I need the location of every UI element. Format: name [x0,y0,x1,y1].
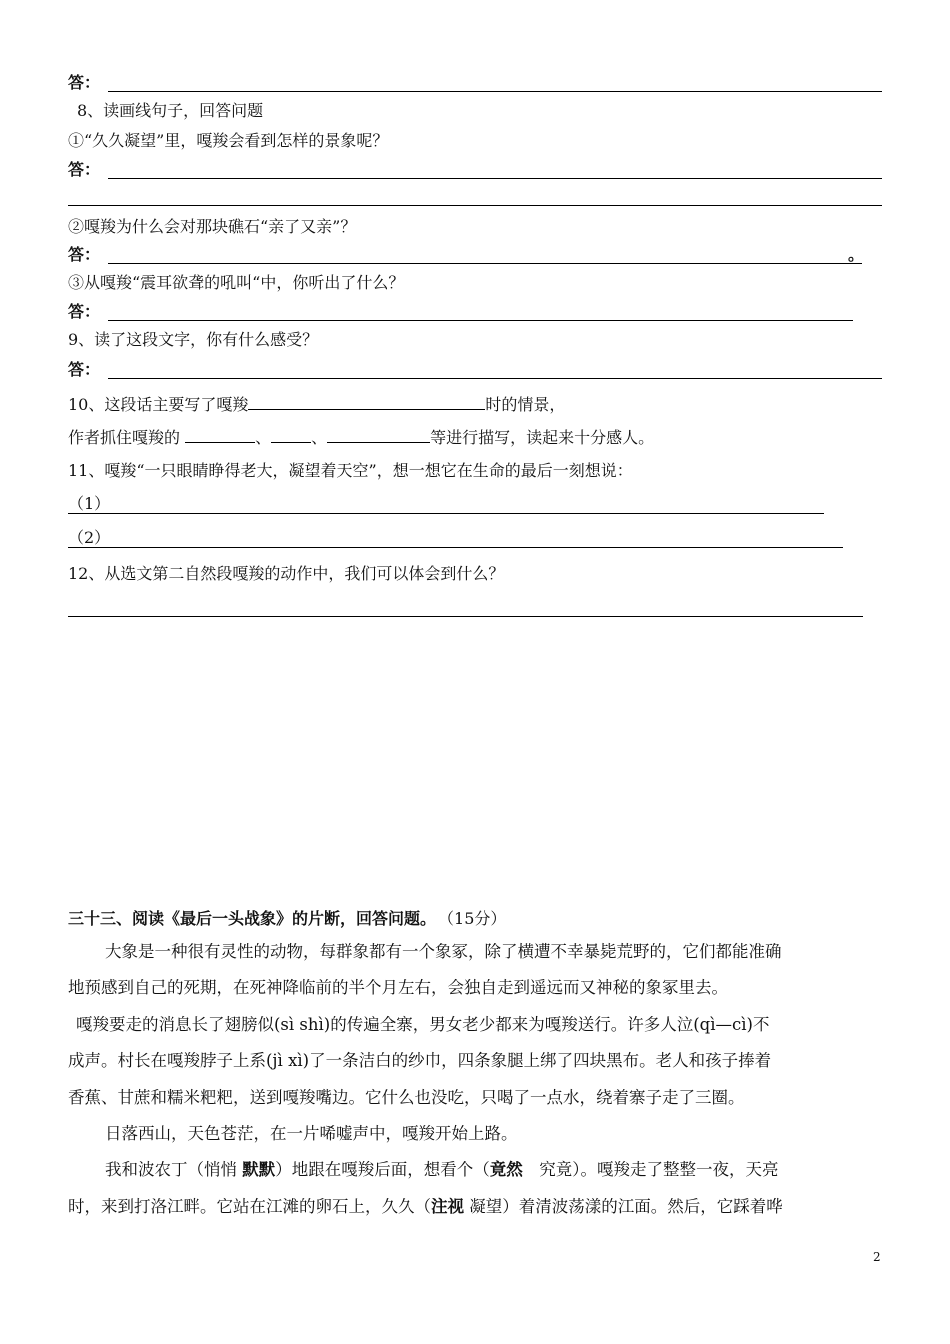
p4-l1-text-c: 究竟）。嘎羧走了整整一夜，天亮 [522,1160,779,1179]
answer-line-q7[interactable] [108,91,882,92]
q10-blank-3[interactable] [271,425,311,443]
q10-sep-2: 、 [311,428,328,447]
section-score: （15分） [446,909,507,928]
q10-line2 [68,425,654,448]
answer-line-q12[interactable] [68,616,863,617]
q10-sep-1: 、 [255,428,272,447]
q12: 12、从选文第二自然段嘎羧的动作中，我们可以体会到什么？ [68,564,505,583]
q8-2-period: 。 [848,245,865,264]
q11-item-2: （2） [68,528,111,547]
answer-label-q8-3: 答： [68,302,101,321]
q8-3: ③从嘎羧“震耳欲聋的吼叫“中，你听出了什么？ [68,273,405,292]
q8-1: ①“久久凝望”里，嘎羧会看到怎样的景象呢？ [68,131,389,150]
q9: 9、读了这段文字，你有什么感受？ [68,330,319,349]
q8-2: ②嘎羧为什么会对那块礁石“亲了又亲”？ [68,217,357,236]
q10-text-b: 时的情景， [485,395,566,414]
q10-text-a: 10、这段话主要写了嘎羧 [68,395,249,414]
passage-p1-line1: 大象是一种很有灵性的动物，每群象都有一个象冢，除了横遭不幸暴毙荒野的，它们都能准确 [105,942,782,961]
q8-title: 8、读画线句子，回答问题 [77,101,264,120]
p4-l1-text-a: 我和波农丁（悄悄 [105,1160,243,1179]
answer-line-q8-2[interactable] [108,263,862,264]
passage-p1-line2: 地预感到自己的死期，在死神降临前的半个月左右，会独自走到遥远而又神秘的象冢里去。 [68,978,728,997]
passage-p4-line2 [68,1197,783,1217]
q11-item-1: （1） [68,494,111,513]
q10-text-c: 作者抓住嘎羧的 [68,428,186,447]
q10-text-d: 等进行描写，读起来十分感人。 [430,428,655,447]
q10-blank-4[interactable] [327,425,430,443]
p4-keyword-jingran: 竟然 [489,1160,523,1179]
answer-line-q9[interactable] [108,378,882,379]
answer-line-q11-1[interactable] [68,513,824,514]
q11: 11、嘎羧“一只眼睛睁得老大，凝望着天空”，想一想它在生命的最后一刻想说： [68,461,633,480]
answer-line-q8-3[interactable] [108,320,853,321]
section-heading [68,909,506,929]
answer-label-q9: 答： [68,360,101,379]
answer-line-q8-1b[interactable] [68,205,882,206]
page-number: 2 [873,1250,881,1264]
passage-p4-line1 [105,1160,779,1180]
p4-l2-text-b: 凝望）着清波荡漾的江面。然后，它踩着哗 [464,1197,783,1216]
section-title: 三十三、阅读《最后一头战象》的片断，回答问题。 [68,909,437,928]
answer-label-q7: 答： [68,73,101,92]
passage-p3: 日落西山，天色苍茫，在一片唏嘘声中，嘎羧开始上路。 [105,1124,518,1143]
passage-p2-line1: 嘎羧要走的消息长了翅膀似(sì shì)的传遍全寨，男女老少都来为嘎羧送行。许多人泣(qì—cì)不 [76,1015,770,1034]
q10-blank-2[interactable] [185,425,255,443]
answer-label-q8-1: 答： [68,160,101,179]
passage-p2-line2: 成声。村长在嘎羧脖子上系(jì xì)了一条洁白的纱巾，四条象腿上绑了四块黑布。老人和孩子捧着 [68,1051,772,1070]
p4-keyword-momo: 默默 [242,1160,276,1179]
p4-keyword-zhushi: 注视 [431,1197,464,1216]
p4-l2-text-a: 时，来到打洛江畔。它站在江滩的卵石上，久久（ [68,1197,431,1216]
q10-line1 [68,392,565,415]
answer-line-q8-1[interactable] [108,178,882,179]
answer-line-q11-2[interactable] [68,547,843,548]
answer-label-q8-2: 答： [68,245,101,264]
q10-blank-1[interactable] [248,392,485,410]
p4-l1-text-b: ）地跟在嘎羧后面，想看个（ [275,1160,490,1179]
passage-p2-line3: 香蕉、甘蔗和糯米粑粑，送到嘎羧嘴边。它什么也没吃，只喝了一点水，绕着寨子走了三圈。 [68,1088,745,1107]
